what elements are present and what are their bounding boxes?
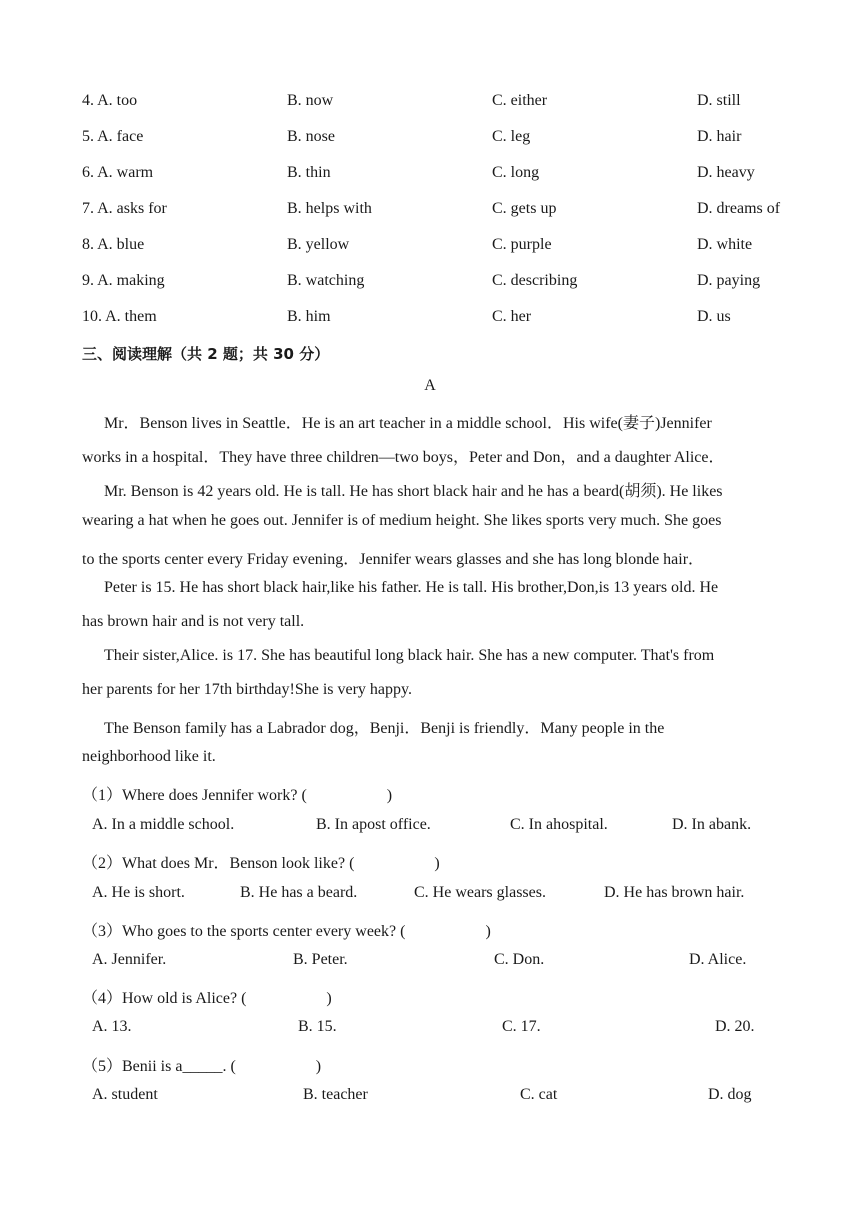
answer-option-a[interactable]: A. He is short. bbox=[92, 884, 185, 901]
passage-line: to the sports center every Friday evening．Jennifer wears glasses and she has long blonde hair． bbox=[82, 551, 705, 568]
passage-line: Their sister,Alice. is 17. She has beautiful long black hair. She has a new computer. That's from bbox=[104, 647, 715, 664]
option-b: B. watching bbox=[287, 272, 365, 289]
passage-line: Mr. Benson is 42 years old. He is tall. He has short black hair and he has a beard(胡须). He likes bbox=[104, 483, 723, 500]
option-b: B. yellow bbox=[287, 236, 350, 253]
option-b: B. thin bbox=[287, 164, 331, 181]
option-row bbox=[82, 128, 802, 150]
passage-line: Mr．Benson lives in Seattle．He is an art teacher in a middle school．His wife(妻子)Jennifer bbox=[104, 415, 712, 432]
answer-option-d[interactable]: D. He has brown hair. bbox=[604, 884, 745, 901]
option-a: 7. A. asks for bbox=[82, 200, 167, 217]
answer-option-c[interactable]: C. He wears glasses. bbox=[414, 884, 546, 901]
passage-line: The Benson family has a Labrador dog，Benji．Benji is friendly．Many people in the bbox=[104, 720, 665, 737]
answer-option-b[interactable]: B. Peter. bbox=[293, 951, 348, 968]
answer-option-c[interactable]: C. cat bbox=[520, 1086, 558, 1103]
answer-option-d[interactable]: D. In abank. bbox=[672, 816, 752, 833]
answer-option-a[interactable]: A. Jennifer. bbox=[92, 951, 167, 968]
passage-label: A bbox=[424, 377, 436, 394]
question-1: （1）Where does Jennifer work? ( ) bbox=[82, 787, 393, 804]
passage-line: neighborhood like it. bbox=[82, 748, 216, 765]
option-row bbox=[82, 200, 802, 222]
option-row bbox=[82, 272, 802, 294]
answer-option-a[interactable]: A. 13. bbox=[92, 1018, 132, 1035]
option-a: 10. A. them bbox=[82, 308, 157, 325]
section-title: 三、阅读理解（共 2 题；共 30 分） bbox=[82, 345, 330, 363]
passage-line: has brown hair and is not very tall. bbox=[82, 613, 305, 630]
question-5: （5）Benii is a_____. ( ) bbox=[82, 1058, 322, 1075]
option-c: C. her bbox=[492, 308, 532, 325]
answer-option-a[interactable]: A. In a middle school. bbox=[92, 816, 235, 833]
option-d: D. dreams of bbox=[697, 200, 781, 217]
passage-line: works in a hospital．They have three children—two boys，Peter and Don，and a daughter Alice． bbox=[82, 449, 725, 466]
question-4: （4）How old is Alice? ( ) bbox=[82, 990, 332, 1007]
answer-option-a[interactable]: A. student bbox=[92, 1086, 158, 1103]
answer-option-c[interactable]: C. 17. bbox=[502, 1018, 541, 1035]
option-b: B. nose bbox=[287, 128, 335, 145]
option-d: D. heavy bbox=[697, 164, 755, 181]
answer-option-b[interactable]: B. He has a beard. bbox=[240, 884, 358, 901]
answer-option-c[interactable]: C. In ahospital. bbox=[510, 816, 608, 833]
option-c: C. leg bbox=[492, 128, 531, 145]
question-2: （2）What does Mr．Benson look like? ( ) bbox=[82, 855, 440, 872]
option-d: D. paying bbox=[697, 272, 761, 289]
option-c: C. long bbox=[492, 164, 540, 181]
passage-line: Peter is 15. He has short black hair,like his father. He is tall. His brother,Don,is 13 years old. He bbox=[104, 579, 719, 596]
answer-option-d[interactable]: D. Alice. bbox=[689, 951, 747, 968]
option-d: D. white bbox=[697, 236, 753, 253]
option-c: C. gets up bbox=[492, 200, 557, 217]
passage-line: her parents for her 17th birthday!She is very happy. bbox=[82, 681, 412, 698]
option-row bbox=[82, 164, 802, 186]
option-d: D. hair bbox=[697, 128, 742, 145]
option-row bbox=[82, 236, 802, 258]
option-a: 4. A. too bbox=[82, 92, 138, 109]
answer-option-b[interactable]: B. 15. bbox=[298, 1018, 337, 1035]
option-row bbox=[82, 308, 802, 330]
option-d: D. still bbox=[697, 92, 741, 109]
option-row bbox=[82, 92, 802, 114]
answer-option-b[interactable]: B. teacher bbox=[303, 1086, 368, 1103]
option-c: C. either bbox=[492, 92, 548, 109]
answer-option-b[interactable]: B. In apost office. bbox=[316, 816, 431, 833]
option-c: C. purple bbox=[492, 236, 552, 253]
option-a: 8. A. blue bbox=[82, 236, 145, 253]
option-a: 5. A. face bbox=[82, 128, 144, 145]
passage-line: wearing a hat when he goes out. Jennifer is of medium height. She likes sports very much. She goes bbox=[82, 512, 722, 529]
option-b: B. helps with bbox=[287, 200, 372, 217]
option-b: B. him bbox=[287, 308, 331, 325]
option-d: D. us bbox=[697, 308, 731, 325]
option-a: 9. A. making bbox=[82, 272, 165, 289]
option-c: C. describing bbox=[492, 272, 578, 289]
question-3: （3）Who goes to the sports center every week? ( ) bbox=[82, 923, 491, 940]
option-b: B. now bbox=[287, 92, 334, 109]
option-a: 6. A. warm bbox=[82, 164, 154, 181]
answer-option-d[interactable]: D. 20. bbox=[715, 1018, 755, 1035]
answer-option-c[interactable]: C. Don. bbox=[494, 951, 545, 968]
answer-option-d[interactable]: D. dog bbox=[708, 1086, 752, 1103]
